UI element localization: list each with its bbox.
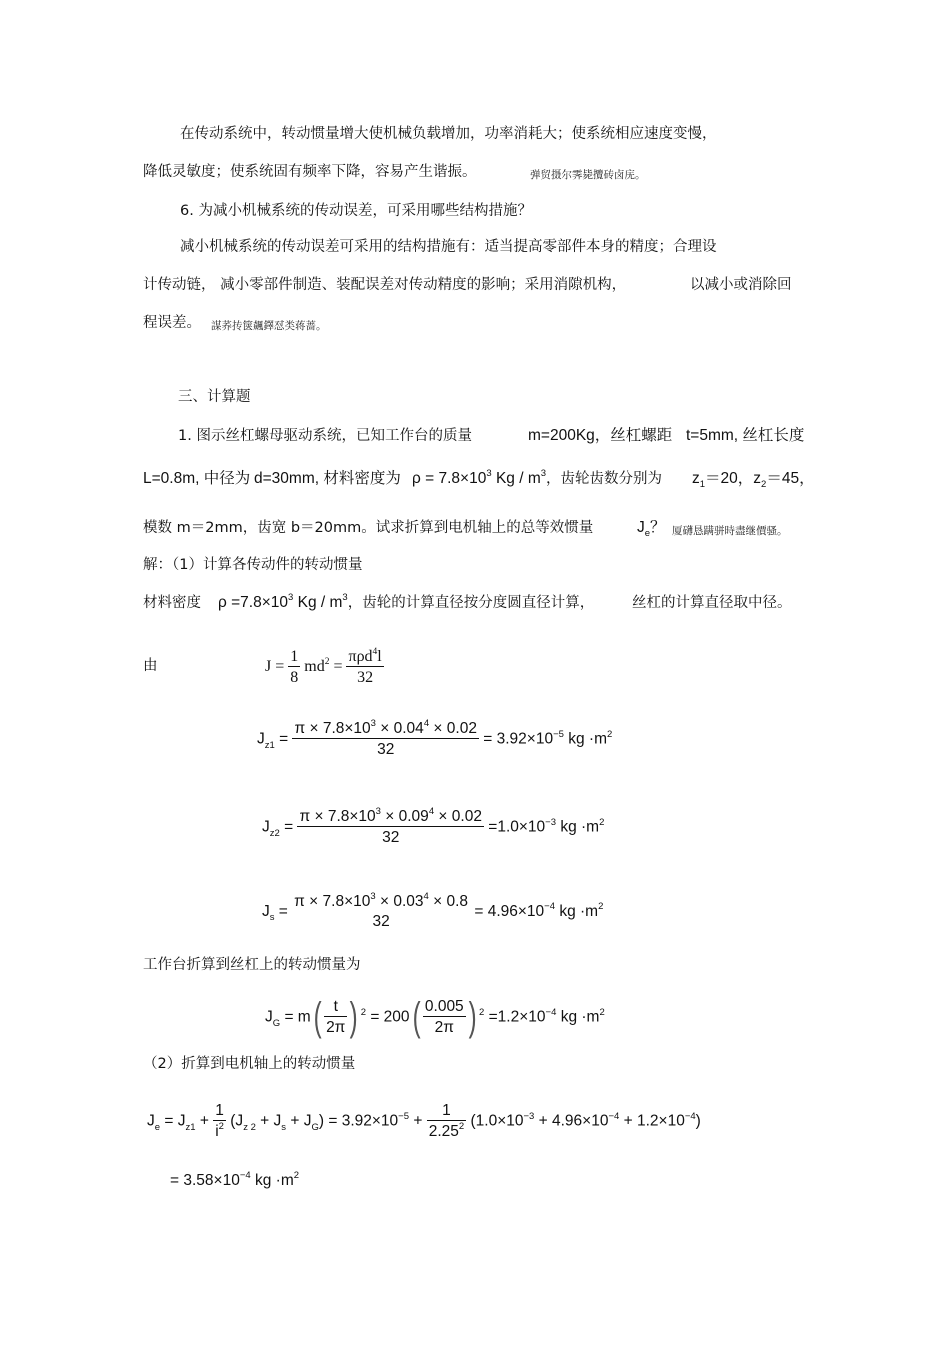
equation-moment-formula: J = $\frac{1}{8}$ $md^2$ = $\frac{\pi\rho d^4l}{32}$ [265, 647, 382, 686]
answer-line: 以减小或消除回 [690, 277, 792, 293]
problem-length: L=0.8m, 中径为 [143, 470, 251, 487]
answer-line: 计传动链， 减小零部件制造、装配误差对传动精度的影响；采用消隙机构， [143, 277, 627, 293]
problem-line: 1. 图示丝杠螺母驱动系统，已知工作台的质量 [178, 428, 472, 444]
paragraph-line: 在传动系统中，转动惯量增大使机械负载增加，功率消耗大；使系统相应速度变慢， [180, 126, 717, 142]
problem-line: 模数 m＝2mm，齿宽 b＝20mm。试求折算到电机轴上的总等效惯量 [143, 520, 594, 536]
problem-pitch: t=5mm, 丝杠长度 [686, 427, 805, 444]
you-label: 由 [143, 658, 158, 674]
problem-teeth: $z_1=20$，$z_2=45$， [692, 470, 815, 490]
equation-jz2: $J_{z2}$ = $\frac{\pi \times 7.8\times 10^3 \times 0.09^4 \times 0.02}{32}$ $=1.0\times 10^{-3}$ kg $\cdot m^2$ [262, 806, 605, 846]
problem-density: $\rho = 7.8\times 10^3$ Kg / $m^3$，齿轮齿数分别为 [412, 468, 663, 487]
density-note: 丝杠的计算直径取中径。 [632, 595, 792, 611]
density-label: 材料密度 [143, 595, 201, 611]
noise-text: 弹贸摄尔霁毙攬砖卤庑。 [530, 169, 646, 181]
noise-text: 厦礴恳蹒骈時盡继價骚。 [672, 525, 788, 537]
answer-line: 程误差。 [143, 315, 201, 331]
density-value: $\rho =7.8\times 10^3$ Kg / $m^3$，齿轮的计算直径按分度圆直径计算， [218, 592, 595, 611]
problem-diameter: d=30mm, 材料密度为 [254, 470, 401, 487]
equation-jz1: $J_{z1}$ = $\frac{\pi \times 7.8\times 10^3 \times 0.04^4 \times 0.02}{32}$ = $3.92\times 10^{-5}$ kg $\cdot m^2$ [257, 718, 613, 758]
answer-line: 减小机械系统的传动误差可采用的结构措施有：适当提高零部件本身的精度；合理设 [180, 239, 717, 255]
solution-step-2: （2）折算到电机轴上的转动惯量 [143, 1056, 356, 1072]
solution-step-1: 解：（1）计算各传动件的转动惯量 [143, 557, 363, 573]
equation-jg: $J_G = m$( $\frac{t}{2\pi}$ ) $^2$ = 200( $\frac{0.005}{2\pi}$ ) $^2 =1.2\times 10^{-4}$ kg $\cdot m^2$ [265, 995, 605, 1039]
table-conversion-text: 工作台折算到丝杠上的转动惯量为 [143, 957, 361, 973]
problem-mass: m=200Kg，丝杠螺距 [528, 427, 673, 444]
equation-je-result: = $3.58\times 10^{-4}$ kg $\cdot m^2$ [170, 1170, 300, 1189]
section-title: 三、计算题 [178, 389, 251, 405]
noise-text: 謀荞抟箧飆鐸怼类蒋蔷。 [211, 320, 327, 332]
paragraph-line: 降低灵敏度；使系统固有频率下降，容易产生谐振。 [143, 164, 477, 180]
problem-je: $J_e$？ [637, 519, 666, 539]
question-6: 6. 为减小机械系统的传动误差，可采用哪些结构措施？ [180, 203, 532, 219]
equation-je: $J_e = J_{z1}$ + $\frac{1}{i^2}$ $(J_{z 2} + J_s + J_G) = 3.92\times 10^{-5}$ + $\frac{1}{2.25^2}$ $(1.0\times 10^{-3} + 4.96\times 10^{-4} + 1.2\times 10^{-4})$ [147, 1102, 701, 1140]
equation-js: $J_s$ = $\pi \times 7.8\times 10^3 \times 0.03^4 \times 0.8$ 32 = $4.96\times 10^{-4}$ kg $\cdot m^2$ [262, 891, 604, 930]
